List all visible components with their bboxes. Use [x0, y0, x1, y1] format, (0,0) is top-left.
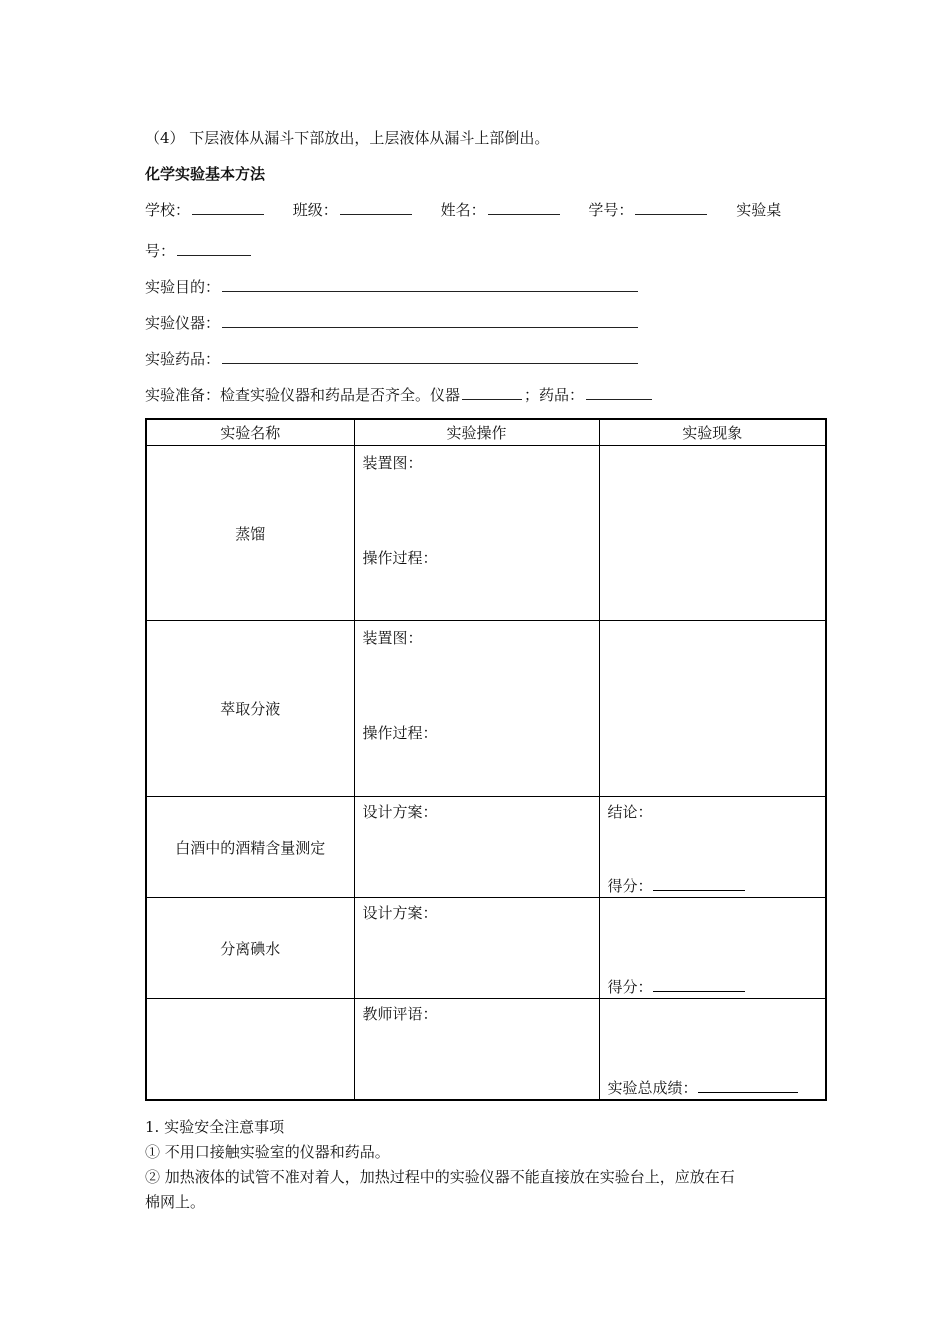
phenomenon-cell[interactable]	[599, 797, 826, 898]
header-experiment-phenomenon: 实验现象	[599, 419, 826, 446]
safety-item: ② 加热液体的试管不准对着人，加热过程中的实验仪器不能直接放在实验台上，应放在石	[145, 1168, 735, 1186]
procedure-label: 操作过程：	[362, 724, 438, 742]
operation-cell[interactable]	[354, 898, 599, 999]
safety-item: ① 不用口接触实验室的仪器和药品。	[145, 1143, 390, 1161]
operation-cell[interactable]	[354, 999, 599, 1100]
experiment-name-cell: 分离碘水	[146, 898, 354, 999]
score-field[interactable]: 得分：	[608, 875, 745, 896]
school-field[interactable]: 学校：	[145, 199, 266, 220]
table-row	[146, 797, 826, 898]
total-score-field[interactable]: 实验总成绩：	[608, 1077, 798, 1098]
experiment-name-cell: 萃取分液	[146, 621, 354, 797]
teacher-comment-label: 教师评语：	[362, 1005, 438, 1023]
experiment-table	[145, 418, 827, 1101]
phenomenon-cell[interactable]	[599, 898, 826, 999]
instruments-check-blank[interactable]	[462, 385, 522, 400]
operation-cell[interactable]	[354, 446, 599, 621]
phenomenon-cell[interactable]	[599, 446, 826, 621]
phenomenon-cell[interactable]	[599, 999, 826, 1100]
operation-cell[interactable]	[354, 621, 599, 797]
chemicals-field[interactable]: 实验药品：	[145, 348, 640, 369]
table-row	[146, 898, 826, 999]
experiment-name-cell	[146, 999, 354, 1100]
table-header-row	[146, 419, 826, 446]
prep-line: 实验准备：检查实验仪器和药品是否齐全。仪器 ；药品：	[145, 384, 654, 405]
conclusion-label: 结论：	[607, 803, 653, 821]
experiment-name-cell: 白酒中的酒精含量测定	[146, 797, 354, 898]
instruments-field[interactable]: 实验仪器：	[145, 312, 640, 333]
design-plan-label: 设计方案：	[362, 803, 438, 821]
table-row	[146, 999, 826, 1100]
apparatus-label: 装置图：	[362, 629, 423, 647]
student-id-field[interactable]: 学号：	[588, 199, 709, 220]
operation-cell[interactable]	[354, 797, 599, 898]
info-row	[145, 199, 781, 220]
score-field[interactable]: 得分：	[608, 976, 745, 997]
desk-number-field[interactable]: 号：	[145, 240, 253, 261]
intro-line: （4） 下层液体从漏斗下部放出，上层液体从漏斗上部倒出。	[145, 129, 550, 147]
table-row	[146, 621, 826, 797]
header-experiment-operation: 实验操作	[354, 419, 599, 446]
safety-item: 棉网上。	[145, 1193, 206, 1211]
purpose-field[interactable]: 实验目的：	[145, 276, 640, 297]
section-title: 化学实验基本方法	[145, 165, 266, 183]
header-experiment-name: 实验名称	[146, 419, 354, 446]
phenomenon-cell[interactable]	[599, 621, 826, 797]
design-plan-label: 设计方案：	[362, 904, 438, 922]
class-field[interactable]: 班级：	[293, 199, 414, 220]
name-field[interactable]: 姓名：	[441, 199, 562, 220]
procedure-label: 操作过程：	[362, 549, 438, 567]
chemicals-check-blank[interactable]	[586, 385, 652, 400]
table-row	[146, 446, 826, 621]
apparatus-label: 装置图：	[362, 454, 423, 472]
experiment-name-cell: 蒸馏	[146, 446, 354, 621]
desk-label: 实验桌	[736, 201, 782, 219]
safety-title: 1. 实验安全注意事项	[145, 1118, 285, 1136]
